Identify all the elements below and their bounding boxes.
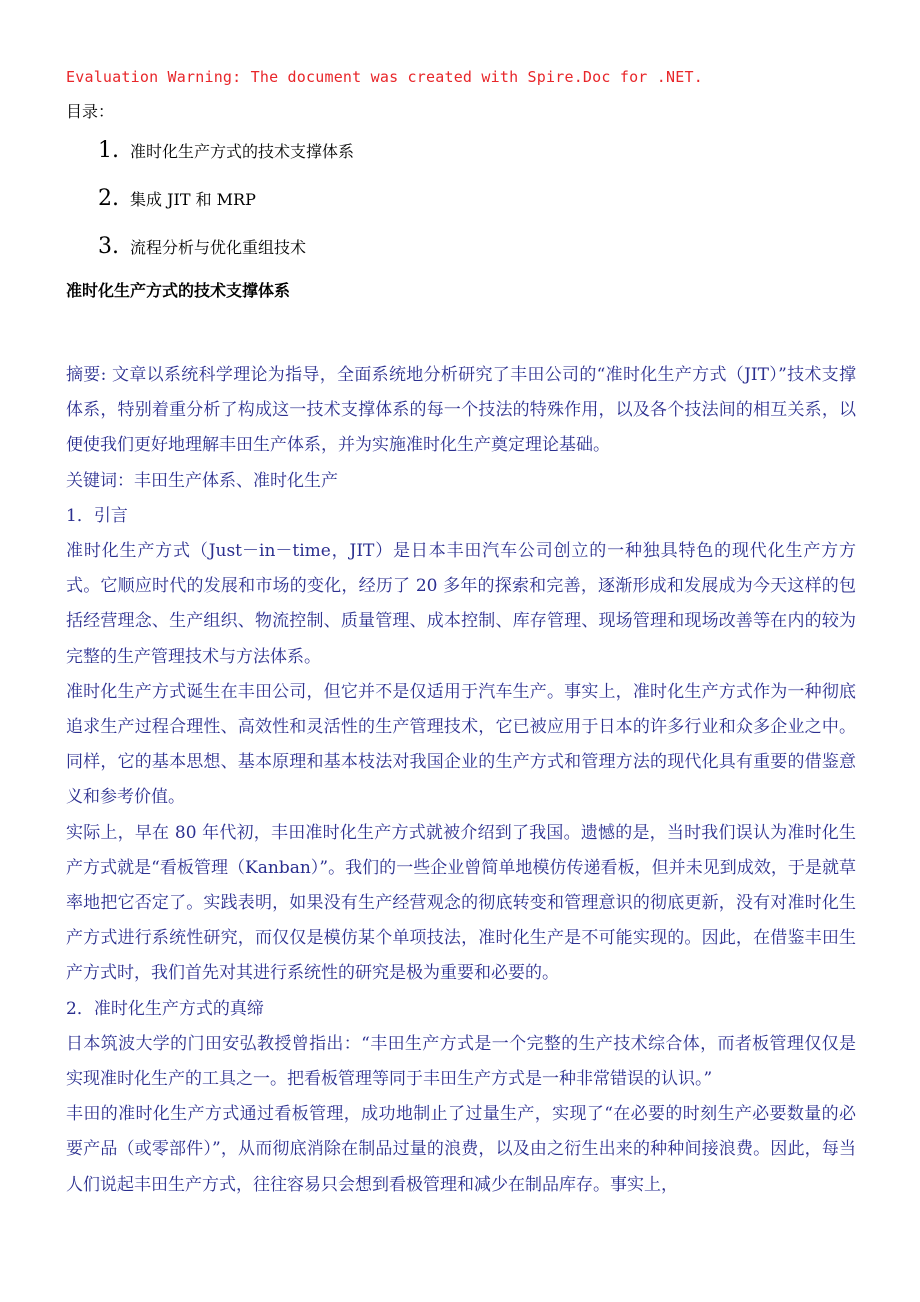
- toc-item[interactable]: [98, 138, 354, 186]
- toc-item-number: 2.: [98, 186, 119, 211]
- body-paragraph: 准时化生产方式诞生在丰田公司，但它并不是仅适用于汽车生产。事实上，准时化生产方式作为一种彻底追求生产过程合理性、高效性和灵活性的生产管理技术，它已被应用于日本的许多行业和众多企业之中。同样，它的基本思想、基本原理和基本枝法对我国企业的生产方式和管理方法的现代化具有重要的借鉴意义和参考价值。: [66, 681, 856, 808]
- body-paragraph: 丰田的准时化生产方式通过看板管理，成功地制止了过量生产，实现了“在必要的时刻生产必要数量的必要产品（或零部件）”，从而彻底消除在制品过量的浪费，以及由之衍生出来的种种间接浪费。因此，每当人们说起丰田生产方式，往往容易只会想到看极管理和减少在制品库存。事实上，: [66, 1104, 856, 1195]
- table-of-contents: [98, 138, 354, 282]
- keywords-line: 关键词：丰田生产体系、准时化生产: [66, 470, 338, 491]
- section-title: 准时化生产方式的技术支撑体系: [66, 281, 291, 300]
- toc-item-text: 流程分析与优化重组技术: [130, 238, 307, 257]
- toc-item-number: 3.: [98, 234, 119, 259]
- body-paragraph: 实际上，早在 80 年代初，丰田准时化生产方式就被介绍到了我国。遗憾的是，当时我们误认为准时化生产方式就是“看板管理（Kanban）”。我们的一些企业曾简单地模仿传递看板，但并未见到成效，于是就草率地把它否定了。实践表明，如果没有生产经营观念的彻底转变和管理意识的彻底更新，没有对准时化生产方式进行系统性研究，而仅仅是模仿某个单项技法，准时化生产是不可能实现的。因此，在借鉴丰田生产方式时，我们首先对其进行系统性的研究是极为重要和必要的。: [66, 822, 856, 984]
- toc-item-text: 集成 JIT 和 MRP: [130, 190, 256, 209]
- abstract-paragraph: 摘要: 文章以系统科学理论为指导，全面系统地分析研究了丰田公司的“准时化生产方式（JIT）”技术支撑体系，特别着重分析了构成这一技术支撑体系的每一个技法的特殊作用，以及各个技法间的相互关系，以便使我们更好地理解丰田生产体系，并为实施准时化生产奠定理论基础。: [66, 365, 856, 456]
- section-heading: 2．准时化生产方式的真缔: [66, 998, 264, 1019]
- toc-item[interactable]: [98, 234, 354, 282]
- body-paragraph: 日本筑波大学的门田安弘教授曾指出：“丰田生产方式是一个完整的生产技术综合体，而者板管理仅仅是实现准时化生产的工具之一。把看板管理等同于丰田生产方式是一种非常错误的认识。”: [66, 1033, 856, 1090]
- toc-item-text: 准时化生产方式的技术支撑体系: [130, 142, 355, 161]
- evaluation-warning: Evaluation Warning: The document was created with Spire.Doc for .NET.: [66, 68, 703, 86]
- toc-label: 目录：: [66, 102, 115, 121]
- toc-item[interactable]: [98, 186, 354, 234]
- toc-item-number: 1.: [98, 138, 119, 163]
- body-paragraph: 准时化生产方式（Just－in－time，JIT）是日本丰田汽车公司创立的一种独具特色的现代化生产方方式。它顺应时代的发展和市场的变化，经历了 20 多年的探索和完善，逐渐形成和发展成为今天这样的包括经营理念、生产组织、物流控制、质量管理、成本控制、库存管理、现场管理和现场改善等在内的较为完整的生产管理技术与方法体系。: [66, 541, 856, 667]
- section-heading: 1．引言: [66, 505, 128, 526]
- document-body: [66, 358, 856, 1203]
